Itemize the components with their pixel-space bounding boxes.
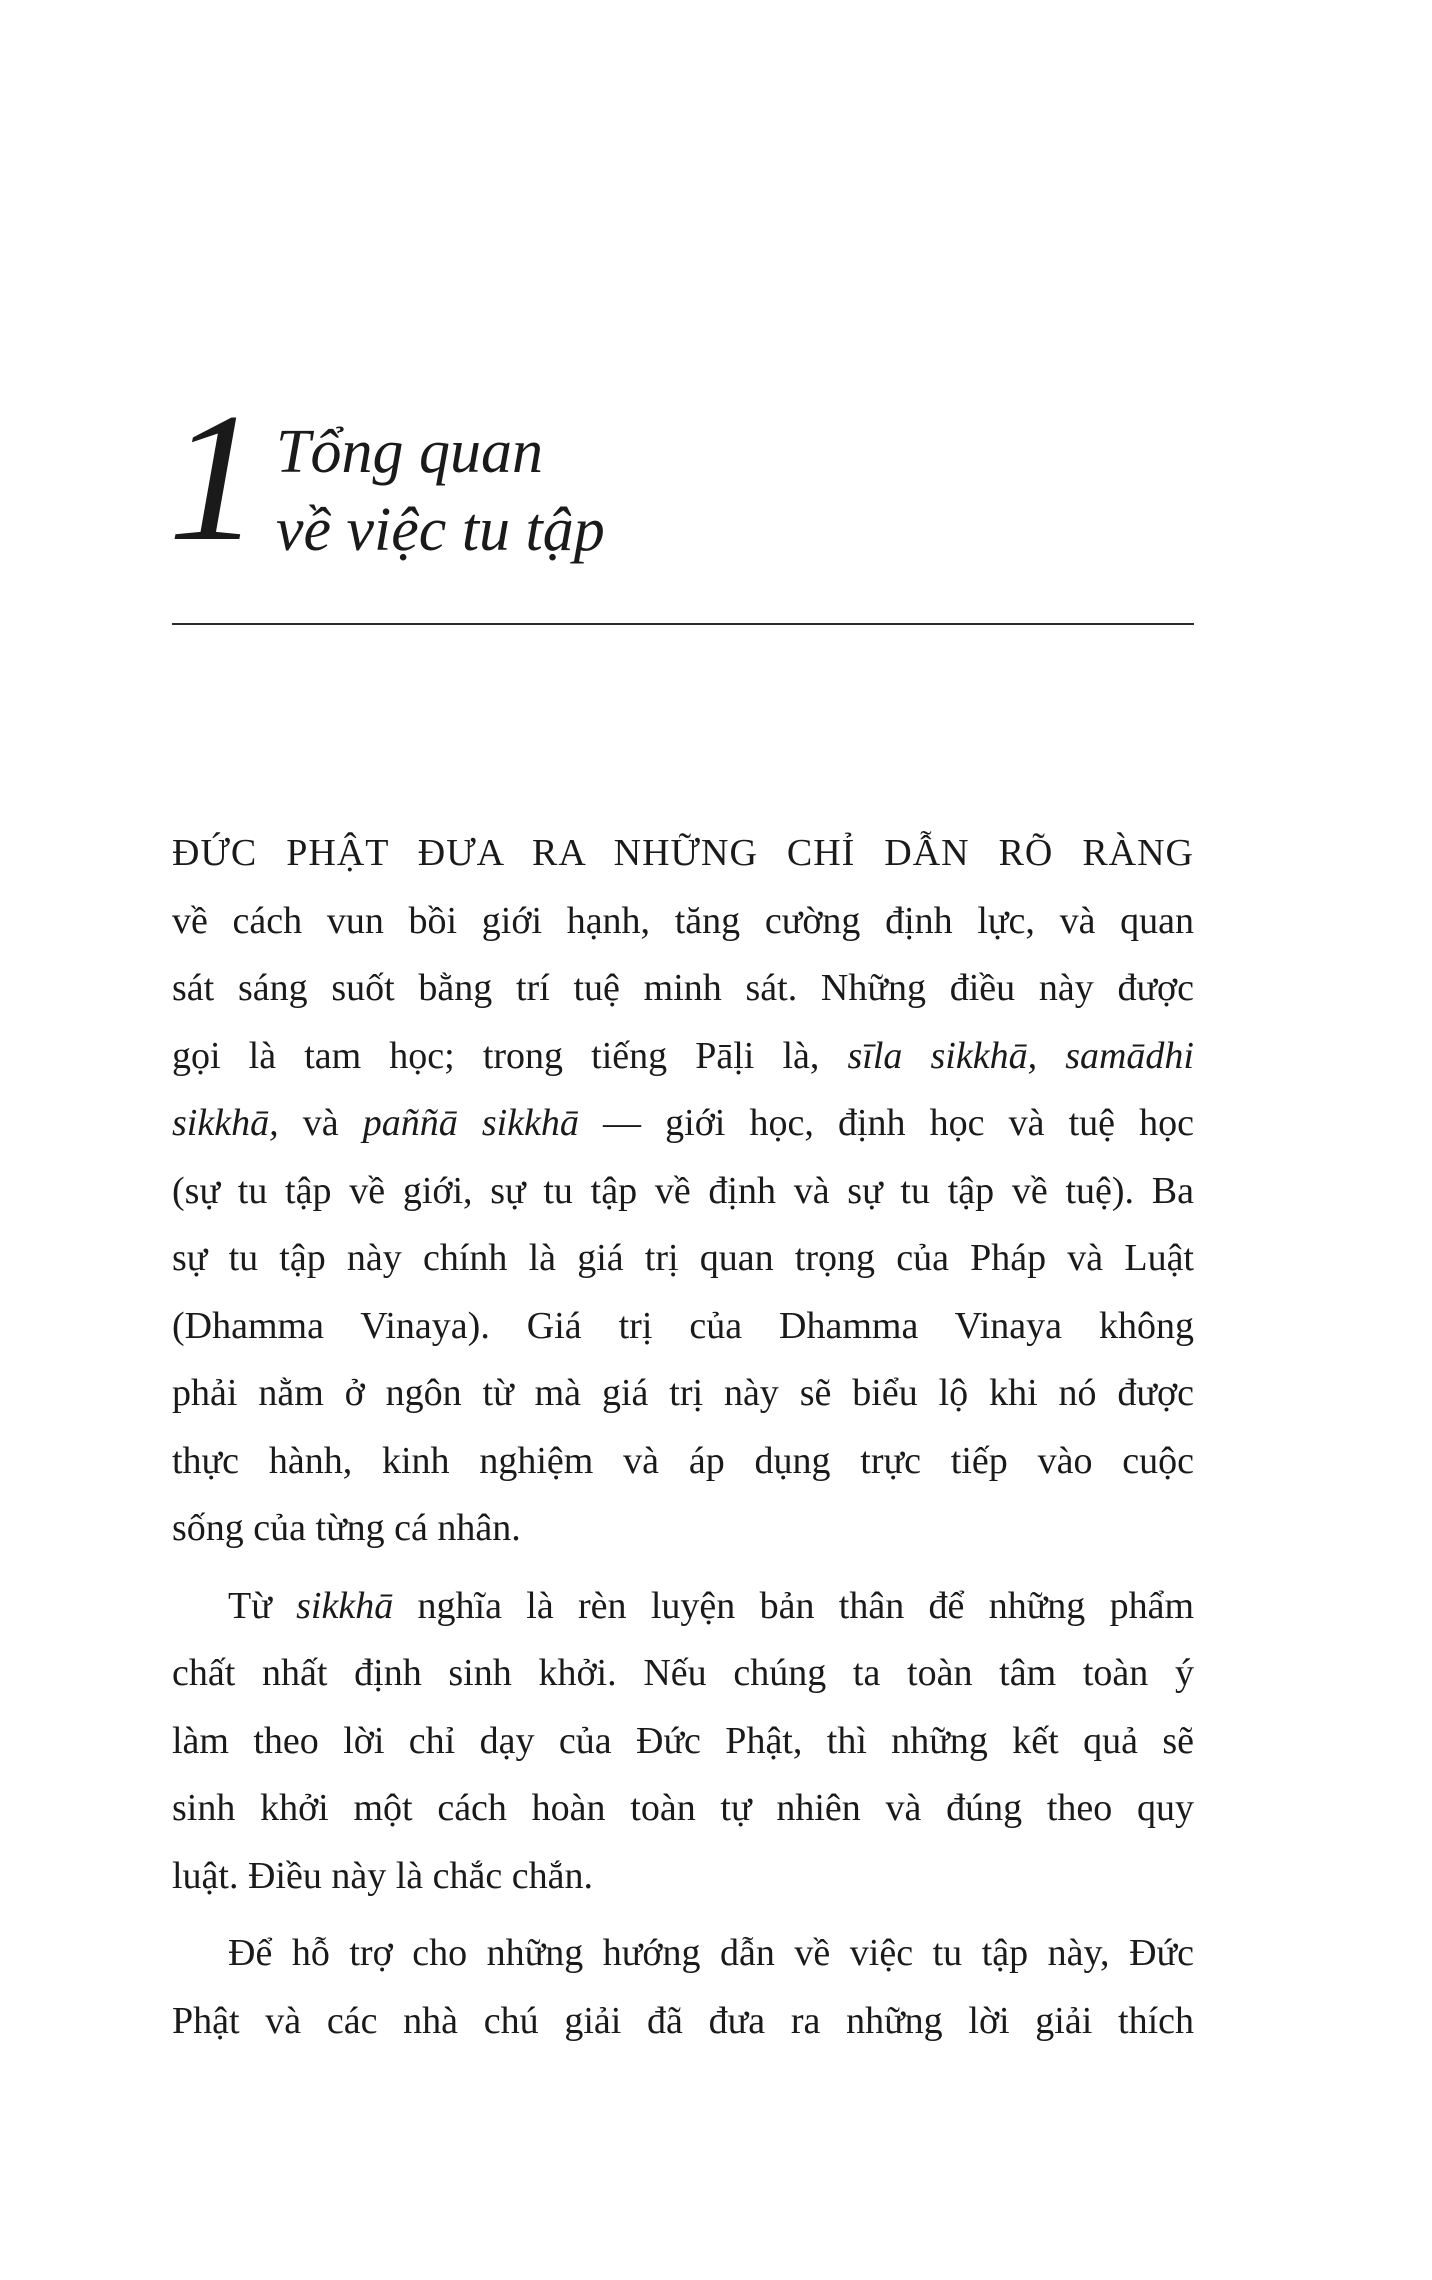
text-line: làm theo lời chỉ dạy của Đức Phật, thì những kết quả sẽ [172, 1719, 1194, 1762]
paragraph-1 [172, 820, 1194, 1563]
text-line: sống của từng cá nhân. [172, 1507, 521, 1549]
text-line: phải nằm ở ngôn từ mà giá trị này sẽ biểu lộ khi nó được [172, 1372, 1194, 1414]
text-line: thực hành, kinh nghiệm và áp dụng trực tiếp vào cuộc [172, 1439, 1194, 1482]
paragraph-3 [172, 1920, 1194, 2055]
chapter-heading [168, 375, 1198, 579]
pali-term: sikkhā [296, 1584, 394, 1627]
chapter-title [276, 413, 605, 569]
pali-term: sīla sikkhā, samādhi [847, 1034, 1194, 1077]
text-line: Phật và các nhà chú giải đã đưa ra những lời giải thích [172, 1999, 1194, 2042]
text-run: Từ [228, 1584, 272, 1627]
text-line: (sự tu tập về giới, sự tu tập về định và sự tu tập về tuệ). Ba [172, 1169, 1194, 1212]
text-run: nghĩa là rèn luyện bản thân để những phẩm [417, 1584, 1195, 1627]
text-line: sự tu tập này chính là giá trị quan trọng của Pháp và Luật [172, 1237, 1194, 1279]
text-line [172, 1090, 1194, 1158]
pali-term: sikkhā, [172, 1102, 279, 1144]
paragraph-2 [172, 1573, 1194, 1911]
text-run: — giới học, định học và tuệ học [603, 1102, 1195, 1144]
text-line: Để hỗ trợ cho những hướng dẫn về việc tu tập này, Đức [228, 1932, 1194, 1974]
text-line: (Dhamma Vinaya). Giá trị của Dhamma Vinaya không [172, 1304, 1194, 1347]
chapter-title-line-2: về việc tu tập [276, 496, 605, 564]
text-line: về cách vun bồi giới hạnh, tăng cường định lực, và quan [172, 899, 1194, 942]
text-line: luật. Điều này là chắc chắn. [172, 1854, 593, 1897]
chapter-divider [172, 623, 1194, 625]
text-line: chất nhất định sinh khởi. Nếu chúng ta toàn tâm toàn ý [172, 1652, 1194, 1694]
text-run: gọi là tam học; trong tiếng Pāḷi là, [172, 1034, 820, 1077]
text-run: và [302, 1102, 339, 1144]
text-line: sinh khởi một cách hoàn toàn tự nhiên và đúng theo quy [172, 1787, 1194, 1829]
pali-term: paññā sikkhā [362, 1102, 579, 1144]
text-line [172, 1023, 1194, 1091]
body-text [172, 820, 1194, 2055]
chapter-title-line-1: Tổng quan [276, 418, 543, 486]
text-line: sát sáng suốt bằng trí tuệ minh sát. Những điều này được [172, 967, 1194, 1009]
text-line: ĐỨC PHẬT ĐƯA RA NHỮNG CHỈ DẪN RÕ RÀNG [172, 832, 1194, 874]
text-line [172, 1573, 1194, 1641]
chapter-number: 1 [168, 375, 260, 579]
